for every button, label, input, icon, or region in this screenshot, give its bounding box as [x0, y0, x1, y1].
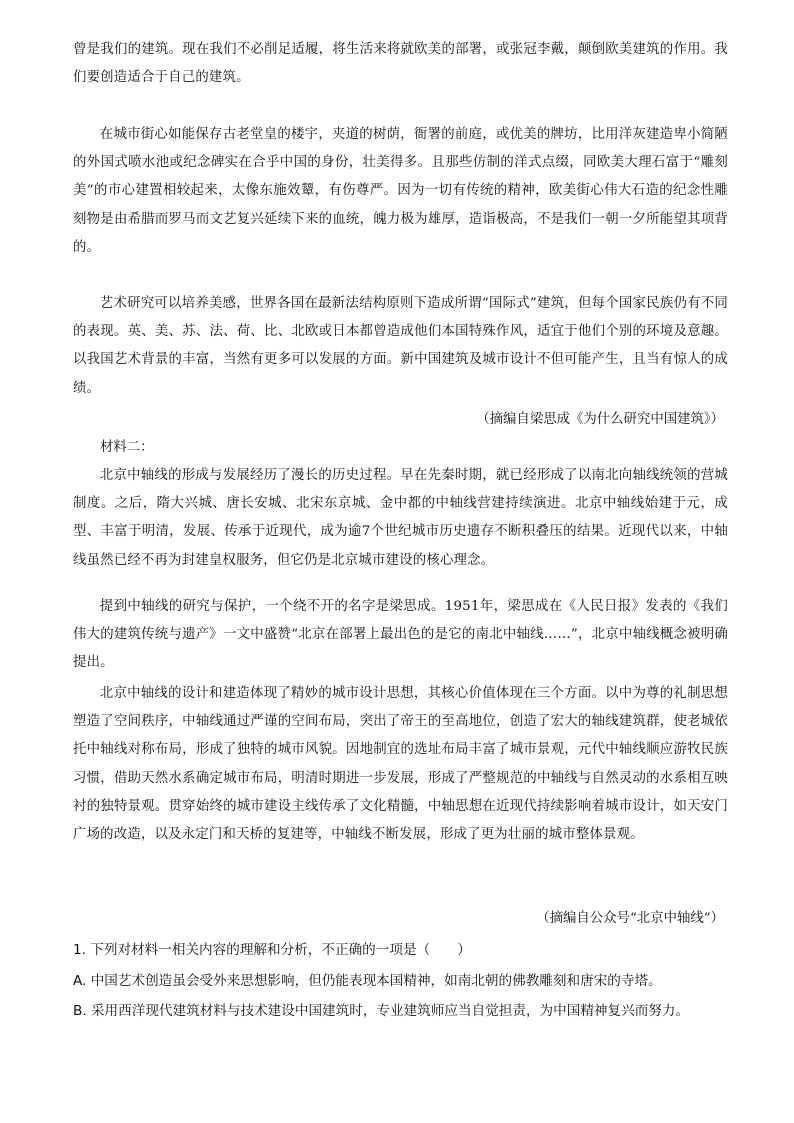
question-stem: 1. 下列对材料一相关内容的理解和分析，不正确的一项是（ ）: [73, 942, 471, 958]
option-a: A. 中国艺术创造虽会受外来思想影响，但仍能表现本国精神，如南北朝的佛教雕刻和唐宋的寺塔。: [73, 973, 662, 989]
material2-source: （摘编自公众号“北京中轴线”）: [536, 911, 724, 926]
material2-paragraph-1: 北京中轴线的形成与发展经历了漫长的历史过程。早在先秦时期，就已经形成了以南北向轴线统领的营城制度。之后，隋大兴城、唐长安城、北宋东京城、金中都的中轴线营建持续演进。北京中轴线始建于元，成型、丰富于明清，发展、传承于近现代，成为逾7个世纪城市历史遗存不断积叠压的结果。近现代以来，中轴线虽然已经不再为封建皇权服务，但它仍是北京城市建设的核心理念。: [73, 468, 728, 568]
material2-paragraph-3: 北京中轴线的设计和建造体现了精妙的城市设计思想，其核心价值体现在三个方面。以中为尊的礼制思想塑造了空间秩序，中轴线通过严谨的空间布局，突出了帝王的至高地位，创造了宏大的轴线建筑群，使老城依托中轴线对称布局，形成了独特的城市风貌。因地制宜的选址布局丰富了城市景观，元代中轴线顺应游牧民族习惯，借助天然水系确定城市布局，明清时期进一步发展，形成了严整规范的中轴线与自然灵动的水系相互映衬的独特景观。贯穿始终的城市建设主线传承了文化精髓，中轴思想在近现代持续影响着城市设计，如天安门广场的改造，以及永定门和天桥的复建等，中轴线不断发展，形成了更为壮丽的城市整体景观。: [73, 686, 728, 843]
material1-source: （摘编自梁思成《为什么研究中国建筑》）: [476, 412, 724, 427]
material1-paragraph-3: 艺术研究可以培养美感，世界各国在最新法结构原则下造成所谓“国际式”建筑，但每个国家民族仍有不同的表现。英、美、苏、法、荷、比、北欧或日本都曾造成他们本国特殊作风，适宜于他们个别的环境及意趣。以我国艺术背景的丰富，当然有更多可以发展的方面。新中国建筑及城市设计不但可能产生，且当有惊人的成绩。: [73, 296, 728, 396]
material1-paragraph-2: 在城市街心如能保存古老堂皇的楼宇，夹道的树荫，衙署的前庭，或优美的牌坊，比用洋灰建造卑小简陋的外国式喷水池或纪念碑实在合乎中国的身份，壮美得多。且那些仿制的洋式点缀，同欧美大理石富于“雕刻美”的市心建置相较起来，太像东施效颦，有伤尊严。因为一切有传统的精神，欧美街心伟大石造的纪念性雕刻物是由希腊而罗马而文艺复兴延续下来的血统，魄力极为雄厚，造诣极高，不是我们一朝一夕所能望其项背的。: [73, 127, 728, 255]
material2-label: 材料二：: [100, 440, 154, 455]
option-b: B. 采用西洋现代建筑材料与技术建设中国建筑时，专业建筑师应当自觉担责，为中国精神复兴而努力。: [73, 1003, 690, 1019]
material1-paragraph-1: 曾是我们的建筑。现在我们不必削足适履，将生活来将就欧美的部署，或张冠李戴，颠倒欧美建筑的作用。我们要创造适合于自己的建筑。: [73, 42, 728, 86]
material2-paragraph-2: 提到中轴线的研究与保护，一个绕不开的名字是梁思成。1951年，梁思成在《人民日报》发表的《我们伟大的建筑传统与遗产》一文中盛赞“北京在部署上最出色的是它的南北中轴线……”，北京中轴线概念被明确提出。: [73, 599, 728, 671]
